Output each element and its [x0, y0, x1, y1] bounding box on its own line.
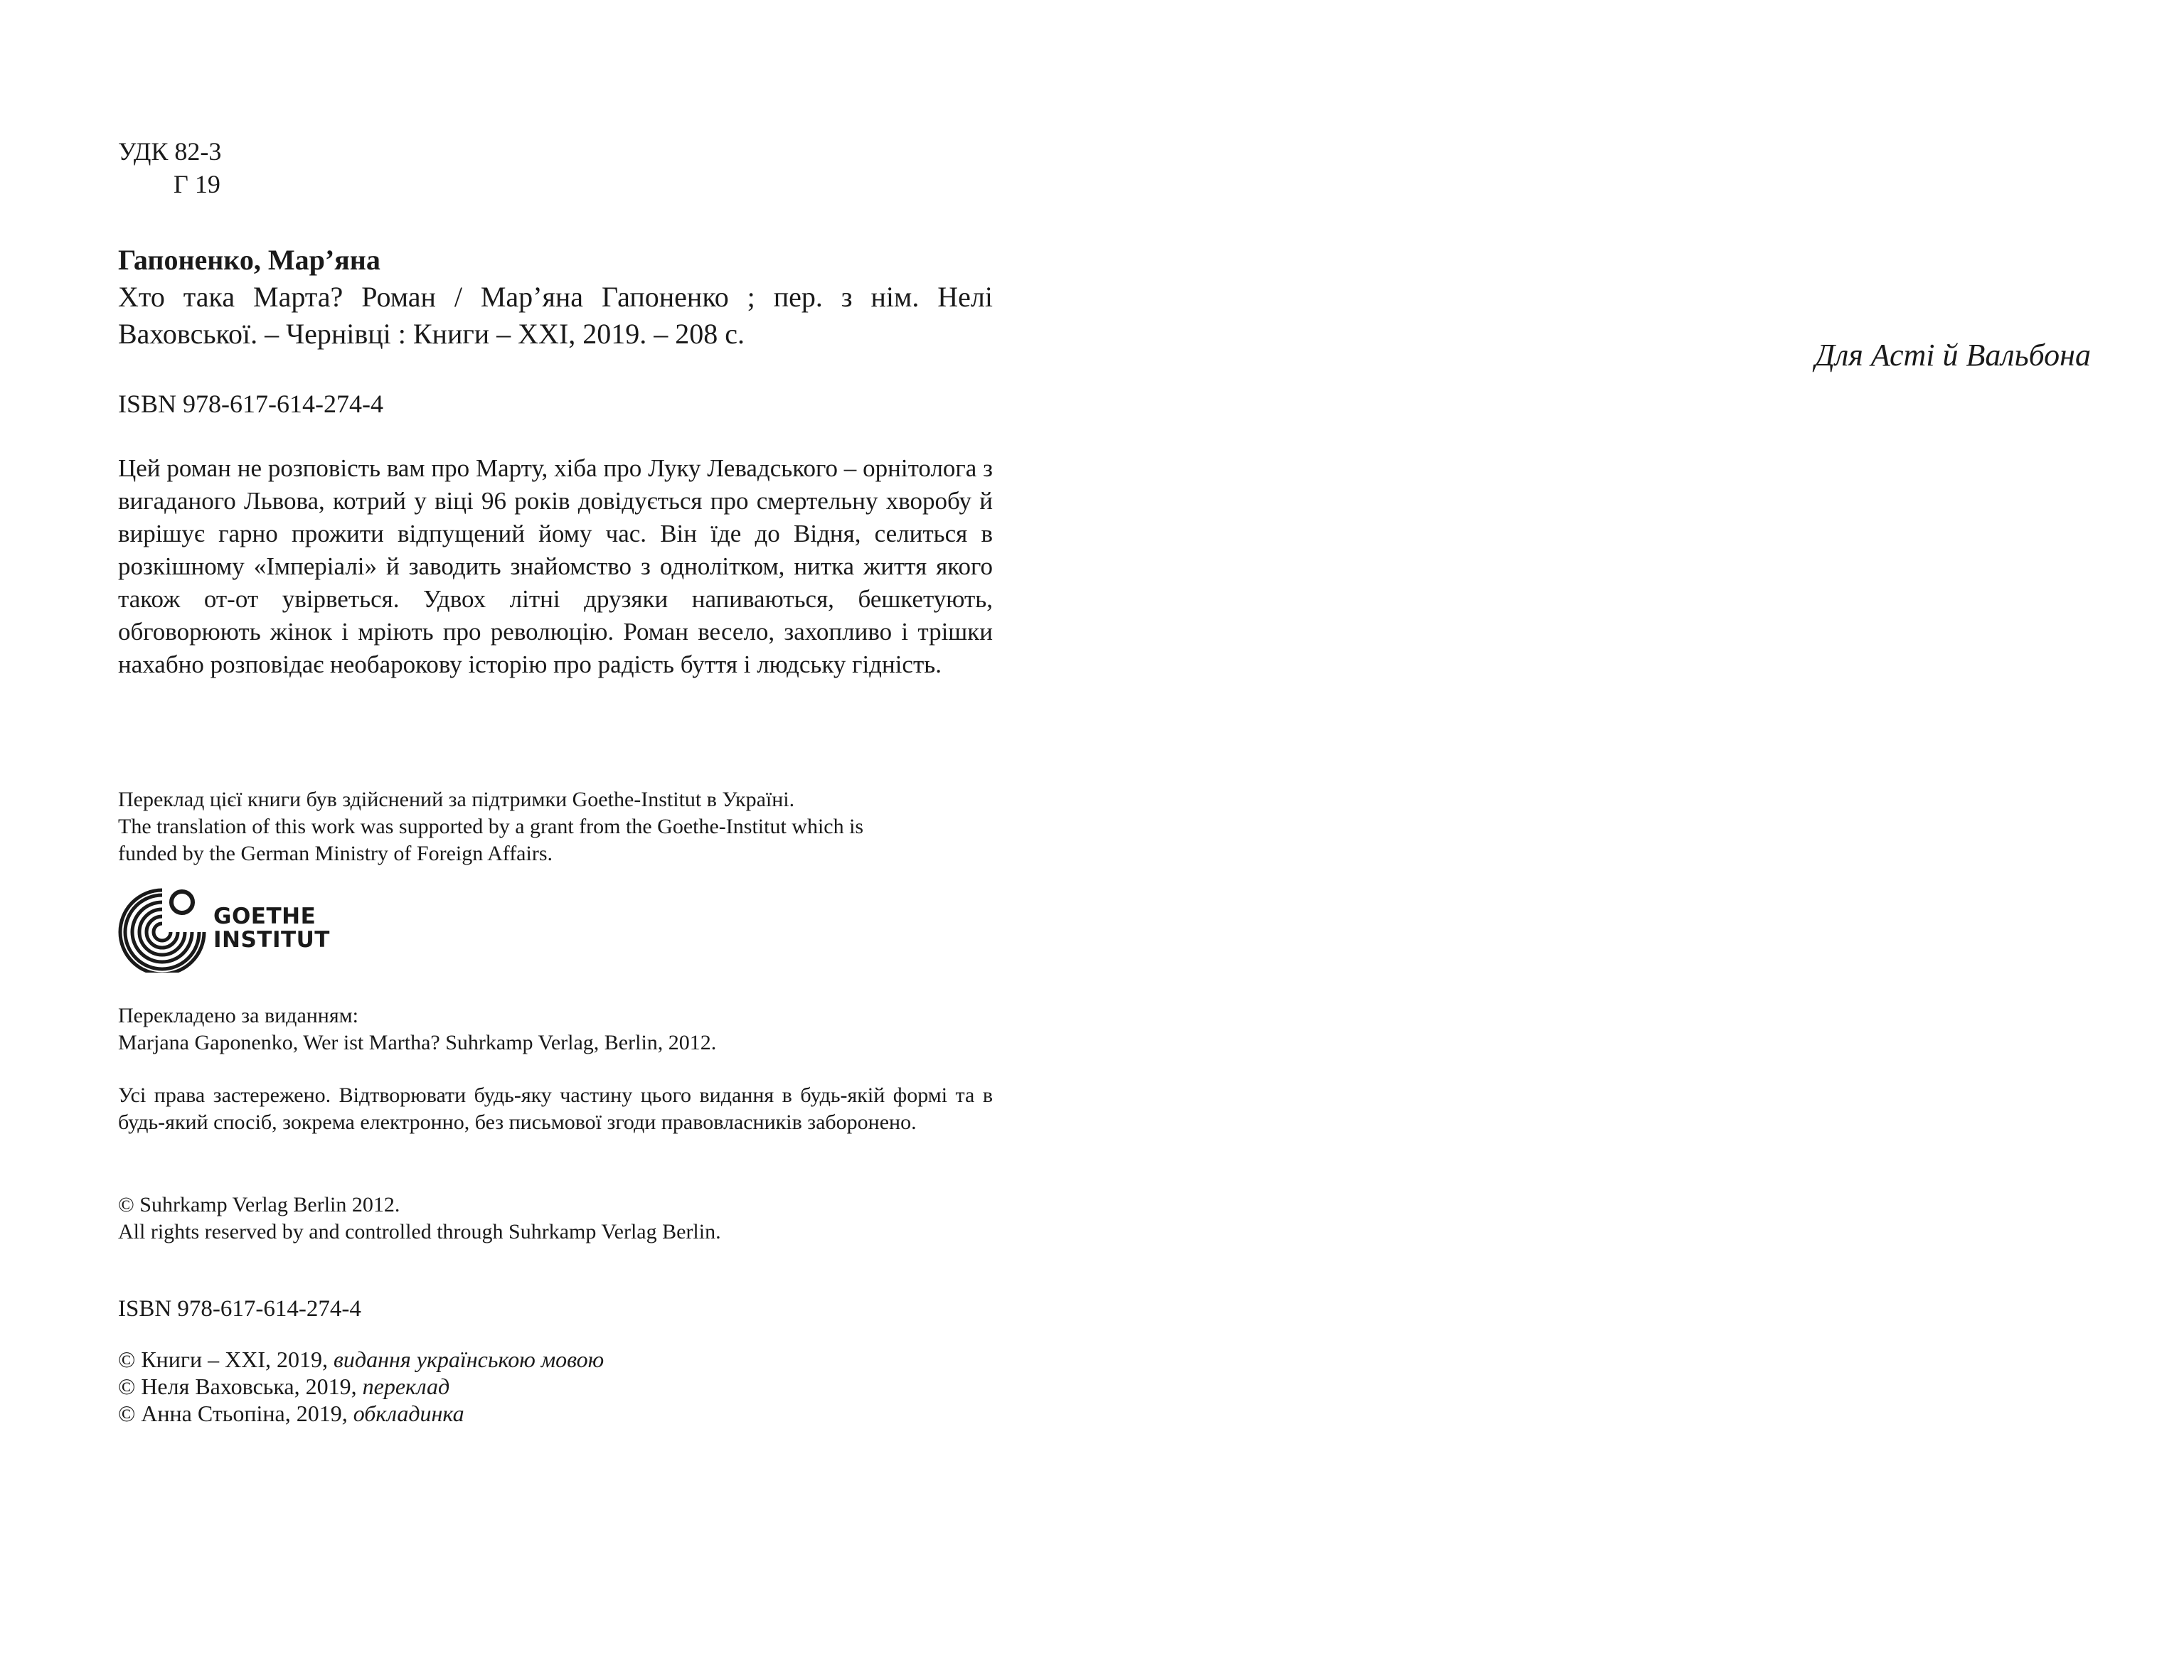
- original-copyright-line-1: © Suhrkamp Verlag Berlin 2012.: [118, 1193, 400, 1216]
- rights-notice: Усі права застережено. Відтворювати будь-яку частину цього видання в будь-якій формі та в будь-який спосіб, зокрема електронно, без письмової згоди правовласників заборонено.: [118, 1084, 993, 1134]
- original-edition: [118, 1002, 993, 1056]
- grant-text-uk: Переклад цієї книги був здійснений за підтримки Goethe-Institut в Україні.: [118, 788, 795, 811]
- logo-line-2: INSTITUT: [213, 927, 330, 953]
- original-label: Перекладено за виданням:: [118, 1004, 358, 1027]
- copyright-publisher: © Книги – XXI, 2019, видання українською мовою: [118, 1347, 604, 1372]
- copyright-list: [118, 1346, 993, 1427]
- goethe-institut-logo: [118, 884, 330, 973]
- grant-text-en-2: funded by the German Ministry of Foreign Affairs.: [118, 842, 553, 865]
- original-copyright: [118, 1192, 993, 1246]
- udk-classification: [118, 135, 221, 200]
- logo-wordmark: [213, 905, 330, 952]
- grant-notice: [118, 786, 993, 867]
- grant-text-en-1: The translation of this work was supported by a grant from the Goethe-Institut which is: [118, 815, 864, 838]
- original-source: Marjana Gaponenko, Wer ist Martha? Suhrkamp Verlag, Berlin, 2012.: [118, 1031, 717, 1054]
- goethe-logo-icon: [118, 884, 206, 973]
- isbn-top: ISBN 978-617-614-274-4: [118, 390, 383, 418]
- copyright-cover: © Анна Стьопіна, 2019, обкладинка: [118, 1401, 464, 1426]
- isbn-bottom: ISBN 978-617-614-274-4: [118, 1296, 361, 1322]
- udk-code: УДК 82-3: [118, 137, 222, 166]
- bibliographic-record: [118, 242, 993, 353]
- author-mark: Г 19: [174, 170, 220, 198]
- dedication: Для Асті й Вальбона: [1815, 338, 2091, 373]
- record-line-2: Ваховської. – Чернівці : Книги – XXI, 2019. – 208 с.: [118, 318, 745, 350]
- logo-line-1: GOETHE: [213, 904, 316, 929]
- annotation: Цей роман не розповість вам про Марту, хіба про Луку Левадського – орнітолога з вигаданого Львова, котрий у віці 96 років довідується про смертельну хворобу й вирішує гарно прожити відпущений йому час. Він їде до Відня, селиться в розкішному «Імперіалі» й заводить знайомство з однолітком, нитка життя якого також от-от увірветься. Удвох літні друзяки напиваються, бешкетують, обговорюють жінок і мріють про революцію. Роман весело, захопливо і трішки нахабно розповідає необарокову історію про радість буття і людську гідність.: [118, 454, 993, 678]
- author-name: Гапоненко, Мар’яна: [118, 244, 380, 276]
- original-copyright-line-2: All rights reserved by and controlled through Suhrkamp Verlag Berlin.: [118, 1220, 721, 1243]
- record-line-1: Хто така Марта? Роман / Мар’яна Гапоненко ; пер. з нім. Нелі: [118, 281, 993, 313]
- copyright-translator: © Неля Ваховська, 2019, переклад: [118, 1374, 450, 1399]
